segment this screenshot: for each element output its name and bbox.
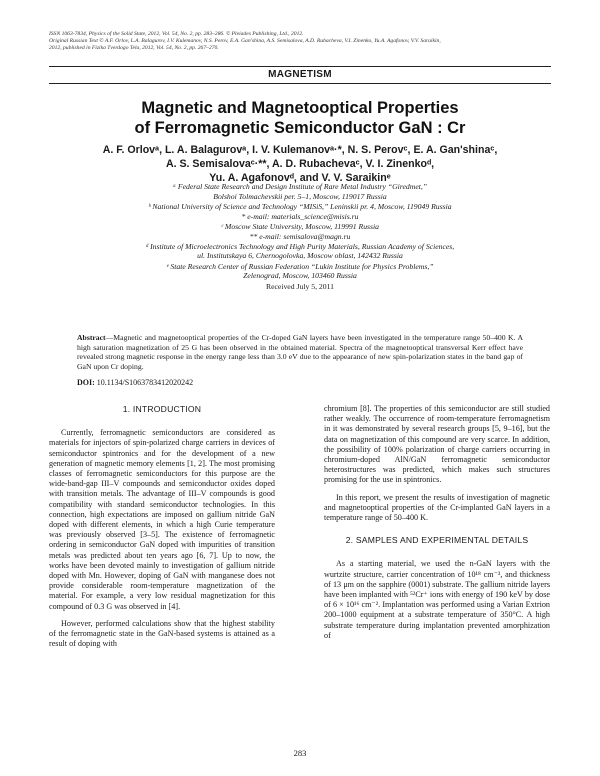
doi-label: DOI:	[77, 378, 95, 387]
affiliation-d-line-2: ul. Institutskaya 6, Chernogolovka, Moscow oblast, 142432 Russia	[197, 251, 403, 261]
affiliation-d-line-1: ᵈ Institute of Microelectronics Technology and High Purity Materials, Russian Academy of Sciences,	[145, 241, 455, 251]
affiliation-c-line-1: ᶜ Moscow State University, Moscow, 119991 Russia	[220, 221, 380, 231]
received-date: Received July 5, 2011	[265, 281, 335, 291]
page-number: 283	[293, 748, 307, 758]
header-line-1: ISSN 1063-7834, Physics of the Solid State, 2012, Vol. 54, No. 2, pp. 283–286. © Pleiades Publishing, Ltd., 2012.	[49, 31, 304, 37]
affiliation-e-line-1: ᵉ State Research Center of Russian Federation “Lukin Institute for Physics Problems,”	[166, 261, 434, 271]
abstract-text: —Magnetic and magnetooptical properties of the Cr-doped GaN layers have been investigated in the temperature range 50–400 K. A high saturation magnetization of 25 G has been observed in the obtained material. Spectra of the magnetooptical transversal Kerr effect have revealed strong magnetic response in the energy range less than 3.0 eV due to the appearance of new spin-polarization states in the band gap of GaN upon Cr doping.	[77, 333, 523, 371]
section-banner	[49, 66, 551, 84]
abstract-label: Abstract	[77, 333, 106, 342]
intro-paragraph-2: However, performed calculations show that the highest stability of the ferromagnetic state in the GaN-based systems is attained as a result of doping with	[49, 618, 275, 649]
journal-header	[49, 31, 559, 53]
samples-paragraph-1: As a starting material, we used the n-GaN layers with the wurtzite structure, carrier concentration of 10¹⁸ cm⁻³, and thickness of 13 μm on the sapphire (0001) substrate. The gallium nitride layers have been implanted with ⁵²Cr⁺ ions with energy of 190 keV by dose of 6 × 10¹⁶ cm⁻². Implantation was performed using a Varian Extrion 200–1000 equipment at a substrate temperature of 350°C. A high substrate temperature during implantation prevented amorphization of	[324, 559, 550, 640]
affiliation-b-email: * e-mail: materials_science@misis.ru	[241, 211, 359, 221]
title-line-2: of Ferromagnetic Semiconductor GaN : Cr	[134, 119, 466, 137]
affiliations	[49, 182, 551, 291]
samples-heading: 2. SAMPLES AND EXPERIMENTAL DETAILS	[345, 535, 529, 546]
affiliation-d	[49, 242, 551, 261]
affiliation-c	[49, 222, 551, 241]
intro-paragraph-1: Currently, ferromagnetic semiconductors are considered as materials for injectors of spin-polarized charge carriers in devices of semiconductor spintronics and for the development of a new generation of magnetic memory elements [1, 2]. The most promising classes of ferromagnetic semiconductors for this purpose are the wide-band-gap III–V compounds and semiconductor oxides doped with transition metals. The advantage of III–V compounds is good compatibility with standard semiconductor technologies. In this connection, high expectations are imposed on gallium nitride GaN doped with different elements, in which a high Curie temperature was previously observed [3–5]. The existence of ferromagnetic ordering in semiconductor GaN doped with impurities of transition metals was predicted about ten years ago [6, 7]. Up to now, the works have been devoted mainly to investigation of gallium nitride doped with Mn. However, doping of GaN with manganese does not provide considerable room-temperature magnetization of the material. For example, a very low residual magnetization for this compound of 0.3 G was observed in [4].	[49, 428, 275, 611]
authors-line-1: A. F. Orlovᵃ, L. A. Balagurovᵃ, I. V. Kulemanovᵃ·*, N. S. Perovᶜ, E. A. Gan'shinaᶜ,	[102, 144, 498, 156]
doi-line	[77, 378, 193, 387]
right-column	[324, 404, 550, 648]
author-list	[49, 143, 551, 185]
affiliation-a	[49, 182, 551, 201]
doi-link[interactable]: 10.1134/S1063783412020242	[96, 378, 194, 387]
introduction-heading: 1. INTRODUCTION	[122, 404, 202, 414]
paper-title	[49, 98, 551, 138]
title-line-1: Magnetic and Magnetooptical Properties	[141, 99, 459, 117]
intro-paragraph-4: In this report, we present the results of investigation of magnetic and magnetooptical properties of the Cr-implanted GaN layers in a temperature range of 50–400 K.	[324, 492, 550, 523]
affiliation-b-line-1: ᵇ National University of Science and Technology “MISiS,” Leninskii pr. 4, Moscow, 119049 Russia	[148, 201, 452, 211]
header-line-3: 2012, published in Fizika Tverdogo Tela, 2012, Vol. 54, No. 2, pp. 267–270.	[49, 45, 219, 52]
authors-line-3: Yu. A. Agafonovᵈ, and V. V. Saraikinᵉ	[209, 172, 391, 184]
section-banner-label: MAGNETISM	[268, 69, 332, 80]
authors-line-2: A. S. Semisalovaᶜ·**, A. D. Rubachevaᶜ, V. I. Zinenkoᵈ,	[165, 158, 435, 170]
left-column	[49, 404, 275, 656]
affiliation-c-email: ** e-mail: semisalova@magn.ru	[249, 231, 351, 241]
affiliation-b	[49, 202, 551, 221]
affiliation-a-line-1: ᵃ Federal State Research and Design Institute of Rare Metal Industry “Giredmet,”	[172, 182, 428, 191]
affiliation-e-line-2: Zelenograd, Moscow, 103460 Russia	[243, 271, 357, 281]
affiliation-e	[49, 262, 551, 281]
intro-paragraph-3: chromium [8]. The properties of this semiconductor are still studied rather weakly. The occurrence of room-temperature ferromagnetism in it was demonstrated by several research groups [5, 9–16], but the data on magnetization of this compound are very scarce. In addition, the possibility of 100% polarization of charge carriers occurring in chromium-doped AlN/GaN ferromagnetic semiconductor heterostructures was predicted, which makes such structures promising for the use in spintronics.	[324, 404, 550, 485]
abstract	[77, 333, 523, 371]
affiliation-a-line-2: Bolshoi Tolmachevskii per. 5–1, Moscow, 119017 Russia	[213, 191, 387, 201]
header-line-2: Original Russian Text © A.F. Orlov, L.A. Balagurov, I.V. Kulemanov, N.S. Perov, E.A. Gan'shina, A.S. Semisalova, A.D. Rubacheva, V.I. Zinenko, Yu.A. Agafonov, V.V. Saraikin,	[49, 38, 441, 45]
